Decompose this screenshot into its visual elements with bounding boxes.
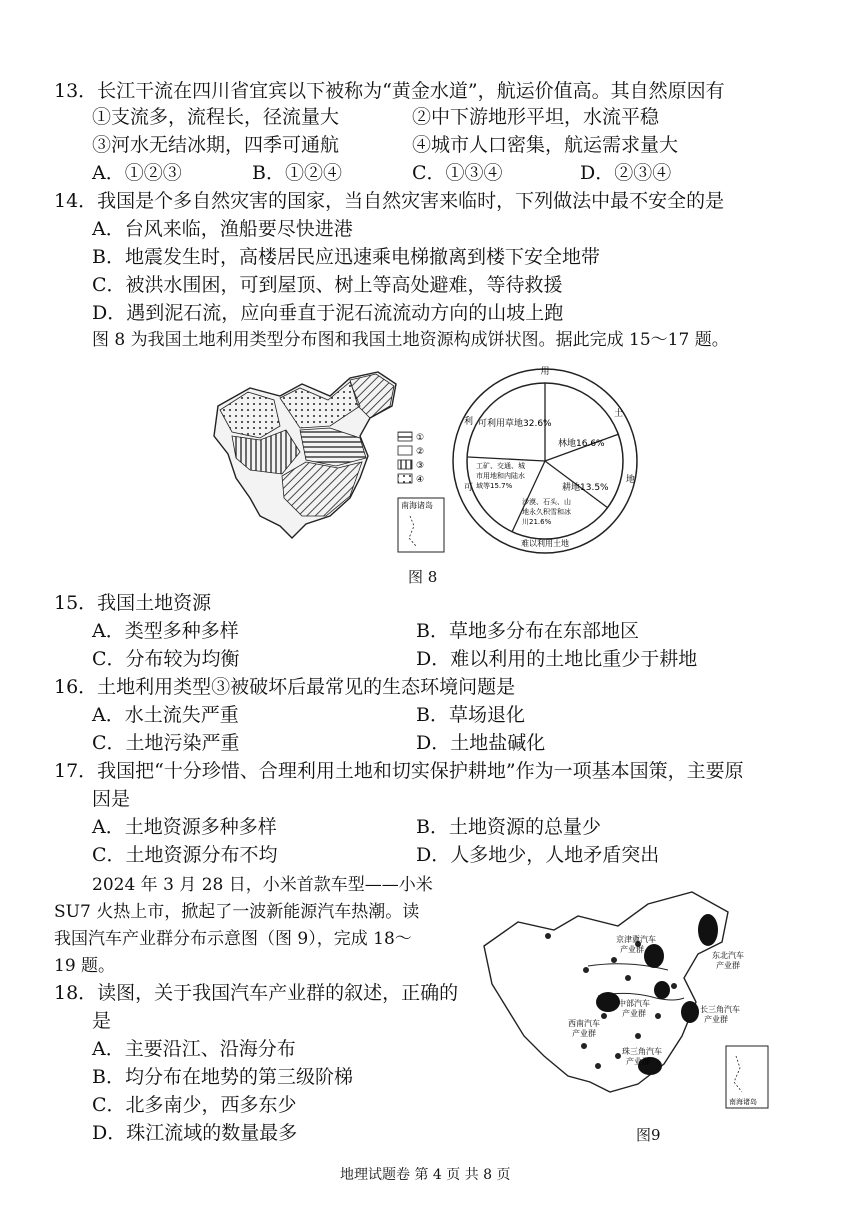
slice-urban-line-2: 市用地和内陆水 [476,472,525,480]
q15-option-d: D．难以利用的土地比重少于耕地 [416,648,698,670]
q15-stem: 15．我国土地资源 [54,592,212,614]
q14-option-b: B．地震发生时，高楼居民应迅速乘电梯撤离到楼下安全地带 [92,246,600,268]
q16-option-d: D．土地盐碱化 [416,732,546,754]
q16-stem: 16．土地利用类型③被破坏后最常见的生态环境问题是 [54,676,516,698]
label-xinan-2: 产业群 [572,1029,596,1038]
label-xinan-1: 西南汽车 [568,1019,600,1028]
label-changsanjiao-1: 长三角汽车 [700,1005,740,1014]
slice-grassland: 可利用草地32.6% [478,419,552,429]
label-zhongbu-2: 产业群 [622,1009,646,1018]
slice-forest: 林地16.6% [558,439,605,449]
q13-option-d: D．②③④ [580,162,672,184]
label-zhusanjiao-2: 产业群 [626,1057,650,1066]
slice-urban-line-3: 域等15.7% [476,482,513,490]
q18-option-c: C．北多南少，西多东少 [92,1094,297,1116]
label-dongbei-2: 产业群 [716,961,740,970]
legend-2: ② [416,447,425,457]
q17-option-a: A．土地资源多种多样 [92,816,277,838]
slice-urban-line-1: 工矿、交通、城 [476,462,525,470]
q17-stem-line-1: 17．我国把“十分珍惜、合理利用土地和切实保护耕地”作为一项基本国策，主要原 [54,760,744,782]
legend-1: ① [416,433,425,443]
figure-8-caption: 图 8 [408,568,438,586]
q17-option-b: B．土地资源的总量少 [416,816,601,838]
q18-option-d: D．珠江流域的数量最多 [92,1122,298,1144]
map-legend [398,432,424,485]
intro-18-19-line-1: 2024 年 3 月 28 日，小米首款车型——小米 [92,875,433,895]
q13-option-c: C．①③④ [412,162,503,184]
q13-option-a: A．①②③ [92,162,182,184]
label-zhusanjiao-1: 珠三角汽车 [622,1047,662,1056]
intro-15-17: 图 8 为我国土地利用类型分布图和我国土地资源构成饼状图。据此完成 15～17 题。 [92,330,729,350]
ring-label-right-1: 土 [614,409,624,419]
slice-desert-line-2: 地永久积雪和冰 [522,508,571,516]
page-footer: 地理试题卷 第 4 页 共 8 页 [340,1167,511,1183]
q13-option-b: B．①②④ [252,162,342,184]
q18-stem-line-2: 是 [92,1010,112,1032]
land-resource-pie-chart [450,362,640,560]
land-use-map [210,366,450,556]
ring-label-top: 用 [540,367,550,377]
legend-3: ③ [416,461,425,471]
cluster-northeast [698,914,718,946]
cluster-yangtze-delta [681,1001,699,1023]
auto-industry-cluster-map [478,886,778,1116]
q13-statement-4: ④城市人口密集，航运需求量大 [412,134,679,156]
label-dongbei-1: 东北汽车 [712,951,744,960]
q16-option-a: A．水土流失严重 [92,704,239,726]
cluster-jingjinji [644,944,664,968]
label-zhongbu-1: 中部汽车 [618,999,650,1008]
ring-label-left-1: 利 [464,417,474,427]
label-jingjinji-1: 京津冀汽车 [616,935,656,944]
slice-farmland: 耕地13.5% [562,483,609,493]
q13-stem: 13．长江干流在四川省宜宾以下被称为“黄金水道”，航运价值高。其自然原因有 [54,80,725,102]
label-jingjinji-2: 产业群 [620,945,644,954]
q13-statement-3: ③河水无结冰期，四季可通航 [92,134,340,156]
q15-option-b: B．草地多分布在东部地区 [416,620,639,642]
fig9-inset-label: 南海诸岛 [729,1098,757,1106]
ring-label-right-2: 地 [626,475,636,485]
cluster-southwest [596,992,620,1012]
q14-option-d: D．遇到泥石流，应向垂直于泥石流流动方向的山坡上跑 [92,302,564,324]
ring-label-left-2: 可 [464,483,474,493]
intro-18-19-line-2: SU7 火热上市，掀起了一波新能源汽车热潮。读 [54,902,420,922]
figure-9-caption: 图9 [636,1126,661,1144]
slice-desert-line-3: 川21.6% [522,518,552,526]
legend-4: ④ [416,475,425,485]
intro-18-19-line-3: 我国汽车产业群分布示意图（图 9），完成 18～ [54,929,412,949]
q17-option-d: D．人多地少，人地矛盾突出 [416,844,660,866]
q15-option-c: C．分布较为均衡 [92,648,240,670]
q18-option-a: A．主要沿江、沿海分布 [92,1038,296,1060]
q17-stem-line-2: 因是 [92,788,131,810]
q13-statement-1: ①支流多，流程长，径流量大 [92,106,340,128]
q14-option-a: A．台风来临，渔船要尽快进港 [92,218,353,240]
slice-desert-line-1: 沙漠、石头、山 [522,498,571,506]
q14-stem: 14．我国是个多自然灾害的国家，当自然灾害来临时，下列做法中最不安全的是 [54,190,725,212]
q13-statement-2: ②中下游地形平坦，水流平稳 [412,106,660,128]
cluster-central [654,981,670,999]
q16-option-c: C．土地污染严重 [92,732,240,754]
q15-option-a: A．类型多种多样 [92,620,239,642]
q17-option-c: C．土地资源分布不均 [92,844,278,866]
intro-18-19-line-4: 19 题。 [54,956,116,976]
map-inset-label: 南海诸岛 [401,501,433,510]
q18-stem-line-1: 18．读图，关于我国汽车产业群的叙述，正确的 [54,982,459,1004]
label-changsanjiao-2: 产业群 [704,1015,728,1024]
q14-option-c: C．被洪水围困，可到屋顶、树上等高处避难，等待救援 [92,274,563,296]
q18-option-b: B．均分布在地势的第三级阶梯 [92,1066,353,1088]
q16-option-b: B．草场退化 [416,704,525,726]
ring-label-bottom: 难以利用土地 [521,539,569,548]
